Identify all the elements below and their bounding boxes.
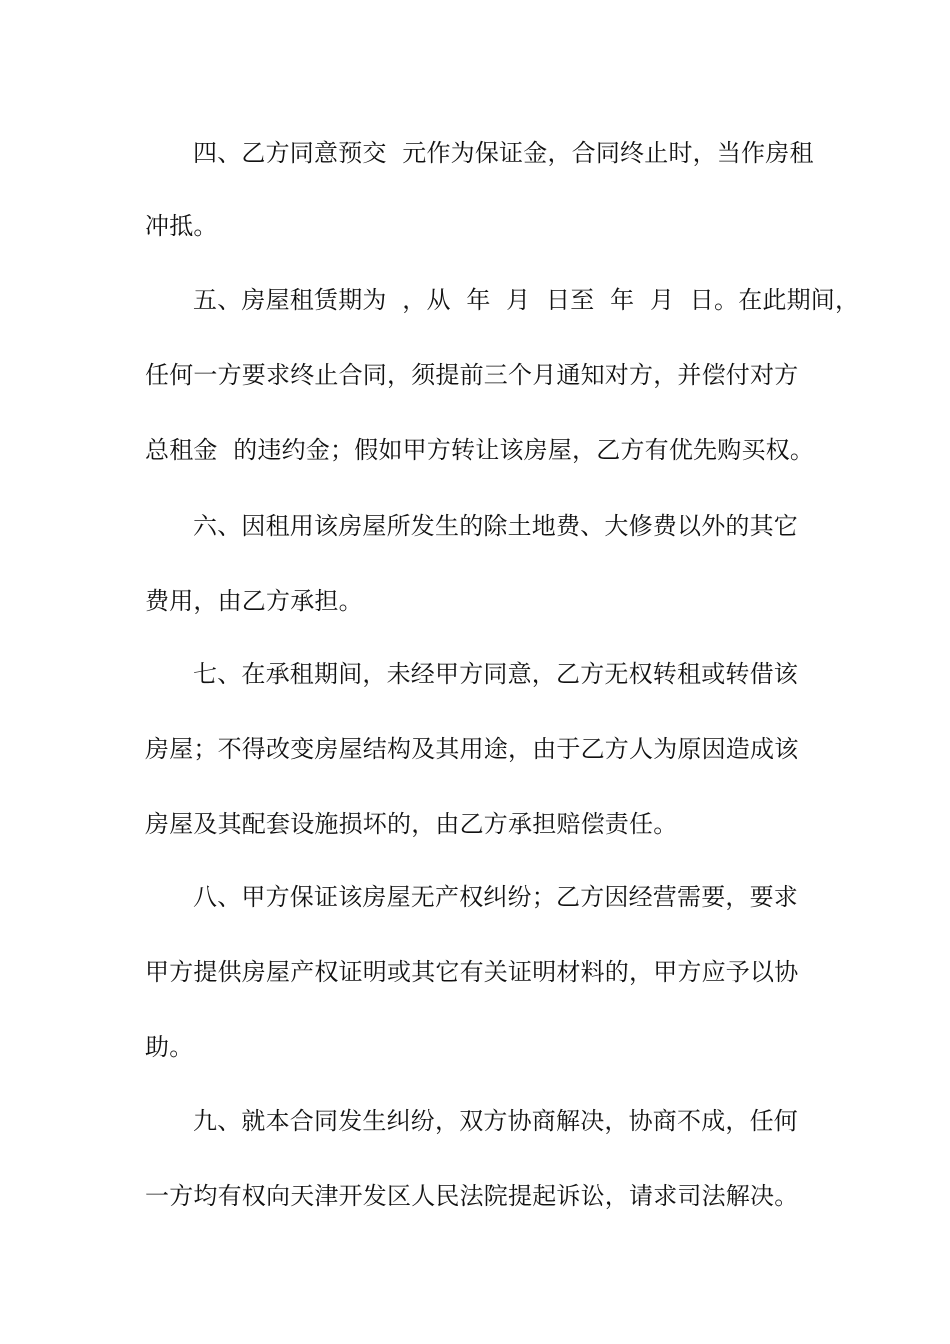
clause-9-line-2: 一方均有权向天津开发区人民法院提起诉讼，请求司法解决。	[145, 1182, 799, 1210]
clause-6-line-1: 六、因租用该房屋所发生的除土地费、大修费以外的其它	[193, 512, 798, 540]
clause-7-line-2: 房屋；不得改变房屋结构及其用途，由于乙方人为原因造成该	[145, 735, 799, 763]
clause-7-line-3: 房屋及其配套设施损坏的，由乙方承担赔偿责任。	[145, 810, 678, 838]
clause-4-line-1: 四、乙方同意预交 元作为保证金，合同终止时，当作房租	[193, 139, 814, 167]
clause-8-line-1: 八、甲方保证该房屋无产权纠纷；乙方因经营需要，要求	[193, 883, 798, 911]
clause-9-line-1: 九、就本合同发生纠纷，双方协商解决，协商不成，任何	[193, 1107, 798, 1135]
clause-7-line-1: 七、在承租期间，未经甲方同意，乙方无权转租或转借该	[193, 660, 798, 688]
clause-5-line-3: 总租金 的违约金；假如甲方转让该房屋，乙方有优先购买权。	[145, 436, 815, 464]
clause-8-line-3: 助。	[145, 1033, 194, 1061]
clause-5-line-2: 任何一方要求终止合同，须提前三个月通知对方，并偿付对方	[145, 361, 799, 389]
clause-5-line-1: 五、房屋租赁期为 ，从 年 月 日至 年 月 日。在此期间，	[193, 286, 860, 314]
clause-8-line-2: 甲方提供房屋产权证明或其它有关证明材料的，甲方应予以协	[145, 958, 799, 986]
clause-6-line-2: 费用，由乙方承担。	[145, 587, 363, 615]
clause-4-line-2: 冲抵。	[145, 212, 218, 240]
